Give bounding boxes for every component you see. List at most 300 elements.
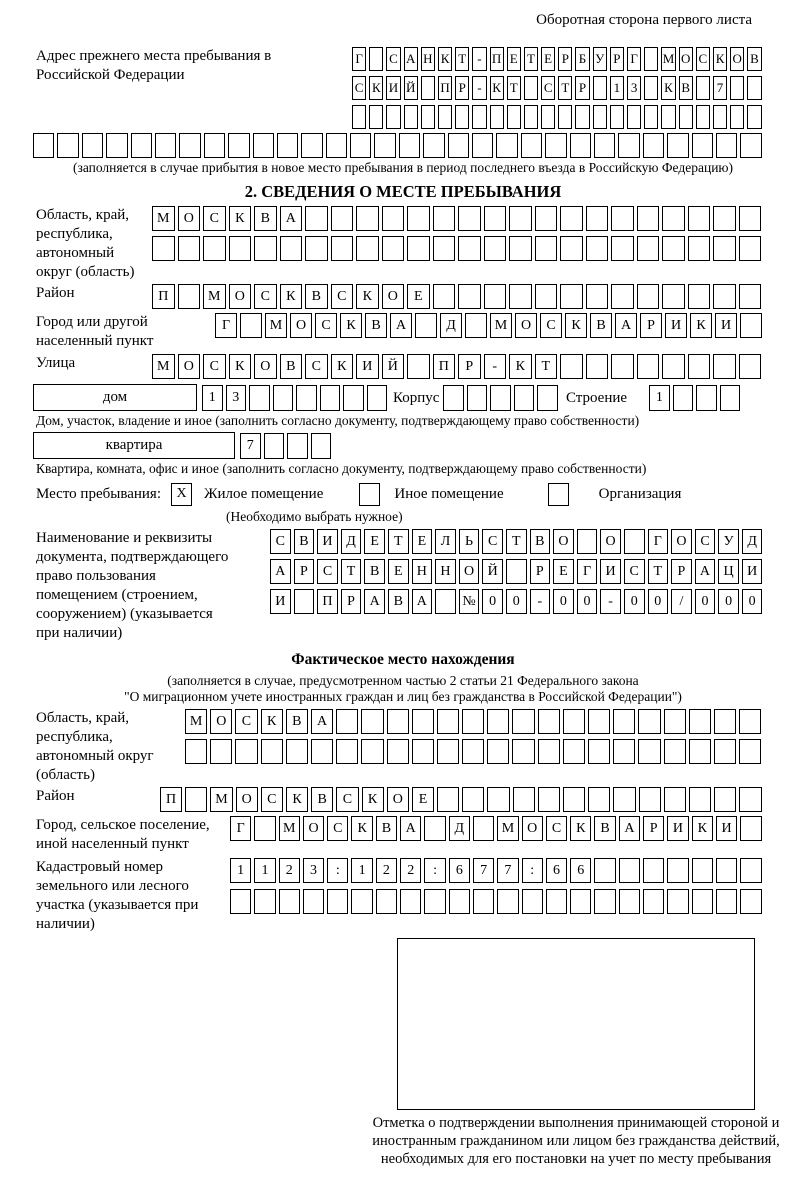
grid-cell[interactable]: Л <box>435 529 456 554</box>
grid-cell[interactable] <box>730 105 744 129</box>
grid-cell[interactable] <box>740 889 761 914</box>
grid-cell[interactable] <box>563 709 585 734</box>
grid-cell[interactable]: О <box>730 47 744 71</box>
grid-cell[interactable] <box>688 354 711 379</box>
grid-cell[interactable] <box>472 133 493 158</box>
grid-cell[interactable] <box>386 105 400 129</box>
grid-cell[interactable] <box>273 385 294 411</box>
grid-cell[interactable] <box>588 709 610 734</box>
grid-cell[interactable] <box>178 284 201 309</box>
grid-cell[interactable]: Р <box>671 559 692 584</box>
grid-cell[interactable]: С <box>305 354 328 379</box>
grid-cell[interactable] <box>367 385 388 411</box>
grid-cell[interactable] <box>356 206 379 231</box>
grid-cell[interactable]: В <box>286 709 308 734</box>
grid-cell[interactable] <box>249 385 270 411</box>
grid-cell[interactable]: 0 <box>624 589 645 614</box>
grid-cell[interactable] <box>438 105 452 129</box>
grid-cell[interactable]: И <box>356 354 379 379</box>
grid-cell[interactable]: Т <box>648 559 669 584</box>
grid-cell[interactable]: И <box>715 313 737 338</box>
grid-cell[interactable] <box>662 236 685 261</box>
grid-cell[interactable] <box>254 816 275 841</box>
grid-cell[interactable]: Д <box>341 529 362 554</box>
grid-cell[interactable]: В <box>254 206 277 231</box>
grid-cell[interactable] <box>588 787 610 812</box>
grid-cell[interactable]: М <box>265 313 287 338</box>
grid-cell[interactable]: Б <box>575 47 589 71</box>
grid-cell[interactable]: С <box>541 76 555 100</box>
grid-cell[interactable] <box>747 105 761 129</box>
grid-cell[interactable] <box>487 709 509 734</box>
grid-cell[interactable] <box>664 709 686 734</box>
grid-cell[interactable] <box>185 787 207 812</box>
grid-cell[interactable] <box>662 284 685 309</box>
grid-cell[interactable] <box>506 559 527 584</box>
grid-cell[interactable]: Т <box>455 47 469 71</box>
grid-cell[interactable] <box>546 889 567 914</box>
grid-cell[interactable]: М <box>497 816 518 841</box>
grid-cell[interactable] <box>713 206 736 231</box>
grid-cell[interactable]: М <box>210 787 232 812</box>
grid-cell[interactable]: С <box>235 709 257 734</box>
grid-cell[interactable] <box>254 236 277 261</box>
grid-cell[interactable]: К <box>661 76 675 100</box>
grid-cell[interactable]: М <box>203 284 226 309</box>
grid-cell[interactable]: Т <box>558 76 572 100</box>
grid-cell[interactable]: С <box>203 206 226 231</box>
grid-cell[interactable] <box>382 236 405 261</box>
grid-cell[interactable] <box>535 206 558 231</box>
grid-cell[interactable] <box>352 105 366 129</box>
grid-cell[interactable]: К <box>369 76 383 100</box>
grid-cell[interactable]: : <box>327 858 348 883</box>
grid-cell[interactable] <box>513 787 535 812</box>
grid-cell[interactable] <box>570 889 591 914</box>
grid-cell[interactable] <box>487 787 509 812</box>
grid-cell[interactable] <box>331 236 354 261</box>
grid-cell[interactable]: 1 <box>351 858 372 883</box>
grid-cell[interactable] <box>644 47 658 71</box>
grid-cell[interactable]: И <box>386 76 400 100</box>
grid-cell[interactable]: О <box>522 816 543 841</box>
grid-cell[interactable]: 7 <box>713 76 727 100</box>
grid-cell[interactable] <box>664 739 686 764</box>
grid-cell[interactable] <box>106 133 127 158</box>
grid-cell[interactable] <box>586 206 609 231</box>
grid-cell[interactable]: Й <box>482 559 503 584</box>
grid-cell[interactable]: П <box>317 589 338 614</box>
grid-cell[interactable] <box>696 105 710 129</box>
grid-cell[interactable]: 1 <box>202 385 223 411</box>
grid-cell[interactable]: В <box>311 787 333 812</box>
grid-cell[interactable]: 3 <box>226 385 247 411</box>
grid-cell[interactable]: О <box>210 709 232 734</box>
grid-cell[interactable] <box>462 709 484 734</box>
grid-cell[interactable] <box>229 236 252 261</box>
grid-cell[interactable]: Г <box>352 47 366 71</box>
grid-cell[interactable] <box>720 385 741 411</box>
grid-cell[interactable]: 0 <box>742 589 763 614</box>
grid-cell[interactable]: Й <box>382 354 405 379</box>
grid-cell[interactable] <box>586 284 609 309</box>
grid-cell[interactable] <box>667 858 688 883</box>
grid-cell[interactable] <box>424 816 445 841</box>
grid-cell[interactable]: К <box>229 354 252 379</box>
grid-cell[interactable]: Д <box>449 816 470 841</box>
grid-cell[interactable] <box>253 133 274 158</box>
grid-cell[interactable] <box>739 284 762 309</box>
grid-cell[interactable]: 7 <box>240 433 261 459</box>
grid-cell[interactable] <box>484 206 507 231</box>
grid-cell[interactable] <box>327 889 348 914</box>
grid-cell[interactable] <box>563 787 585 812</box>
grid-cell[interactable] <box>667 133 688 158</box>
grid-cell[interactable]: В <box>388 589 409 614</box>
grid-cell[interactable] <box>716 133 737 158</box>
grid-cell[interactable] <box>588 739 610 764</box>
grid-cell[interactable] <box>714 709 736 734</box>
grid-cell[interactable] <box>541 105 555 129</box>
grid-cell[interactable]: 1 <box>610 76 624 100</box>
grid-cell[interactable]: П <box>438 76 452 100</box>
grid-cell[interactable] <box>740 313 762 338</box>
grid-cell[interactable] <box>643 889 664 914</box>
grid-cell[interactable] <box>509 236 532 261</box>
grid-cell[interactable]: - <box>600 589 621 614</box>
grid-cell[interactable]: О <box>236 787 258 812</box>
grid-cell[interactable] <box>638 739 660 764</box>
grid-cell[interactable]: Т <box>507 76 521 100</box>
grid-cell[interactable] <box>382 206 405 231</box>
grid-cell[interactable] <box>361 709 383 734</box>
grid-cell[interactable] <box>361 739 383 764</box>
grid-cell[interactable] <box>407 354 430 379</box>
grid-cell[interactable] <box>560 206 583 231</box>
grid-cell[interactable]: А <box>400 816 421 841</box>
grid-cell[interactable]: В <box>280 354 303 379</box>
grid-cell[interactable]: С <box>261 787 283 812</box>
grid-cell[interactable] <box>421 105 435 129</box>
grid-cell[interactable] <box>155 133 176 158</box>
grid-cell[interactable]: Е <box>412 787 434 812</box>
grid-cell[interactable]: В <box>364 559 385 584</box>
grid-cell[interactable] <box>57 133 78 158</box>
grid-cell[interactable] <box>264 433 285 459</box>
grid-cell[interactable]: И <box>667 816 688 841</box>
grid-cell[interactable] <box>667 889 688 914</box>
grid-cell[interactable] <box>688 206 711 231</box>
grid-cell[interactable]: В <box>590 313 612 338</box>
grid-cell[interactable] <box>594 133 615 158</box>
grid-cell[interactable]: Г <box>577 559 598 584</box>
grid-cell[interactable] <box>610 105 624 129</box>
grid-cell[interactable]: Т <box>388 529 409 554</box>
grid-cell[interactable] <box>82 133 103 158</box>
grid-cell[interactable]: 3 <box>303 858 324 883</box>
grid-cell[interactable]: К <box>261 709 283 734</box>
grid-cell[interactable]: С <box>331 284 354 309</box>
grid-cell[interactable]: Ь <box>459 529 480 554</box>
grid-cell[interactable] <box>433 236 456 261</box>
grid-cell[interactable]: 0 <box>482 589 503 614</box>
grid-cell[interactable]: Г <box>230 816 251 841</box>
grid-cell[interactable] <box>739 787 761 812</box>
grid-cell[interactable]: Р <box>575 76 589 100</box>
grid-cell[interactable] <box>443 385 464 411</box>
grid-cell[interactable]: У <box>593 47 607 71</box>
grid-cell[interactable] <box>424 889 445 914</box>
grid-cell[interactable]: И <box>600 559 621 584</box>
grid-cell[interactable] <box>739 236 762 261</box>
grid-cell[interactable]: 2 <box>400 858 421 883</box>
grid-cell[interactable] <box>279 889 300 914</box>
grid-cell[interactable]: М <box>152 354 175 379</box>
grid-cell[interactable]: О <box>303 816 324 841</box>
grid-cell[interactable] <box>689 739 711 764</box>
grid-cell[interactable] <box>535 236 558 261</box>
grid-cell[interactable] <box>415 313 437 338</box>
grid-cell[interactable] <box>421 76 435 100</box>
grid-cell[interactable]: Е <box>507 47 521 71</box>
grid-cell[interactable] <box>688 236 711 261</box>
grid-cell[interactable]: С <box>482 529 503 554</box>
grid-cell[interactable] <box>619 889 640 914</box>
grid-cell[interactable] <box>563 739 585 764</box>
grid-cell[interactable] <box>514 385 535 411</box>
grid-cell[interactable]: 2 <box>279 858 300 883</box>
grid-cell[interactable]: Т <box>524 47 538 71</box>
grid-cell[interactable]: К <box>490 76 504 100</box>
grid-cell[interactable] <box>437 709 459 734</box>
grid-cell[interactable] <box>637 236 660 261</box>
grid-cell[interactable] <box>713 354 736 379</box>
grid-cell[interactable] <box>437 787 459 812</box>
grid-cell[interactable] <box>512 739 534 764</box>
grid-cell[interactable] <box>305 236 328 261</box>
grid-cell[interactable]: / <box>671 589 692 614</box>
grid-cell[interactable]: И <box>317 529 338 554</box>
grid-cell[interactable]: : <box>424 858 445 883</box>
grid-cell[interactable]: Е <box>407 284 430 309</box>
grid-cell[interactable] <box>484 236 507 261</box>
grid-cell[interactable] <box>303 889 324 914</box>
grid-cell[interactable] <box>369 47 383 71</box>
grid-cell[interactable]: Е <box>541 47 555 71</box>
grid-cell[interactable]: О <box>459 559 480 584</box>
grid-cell[interactable] <box>713 284 736 309</box>
grid-cell[interactable] <box>437 739 459 764</box>
grid-cell[interactable]: О <box>178 206 201 231</box>
grid-cell[interactable] <box>740 133 761 158</box>
grid-cell[interactable]: О <box>229 284 252 309</box>
other-premises-checkbox[interactable] <box>359 483 380 506</box>
grid-cell[interactable]: К <box>280 284 303 309</box>
grid-cell[interactable] <box>643 858 664 883</box>
grid-cell[interactable] <box>747 76 761 100</box>
grid-cell[interactable] <box>689 709 711 734</box>
grid-cell[interactable] <box>374 133 395 158</box>
grid-cell[interactable]: О <box>671 529 692 554</box>
grid-cell[interactable]: В <box>365 313 387 338</box>
grid-cell[interactable] <box>688 284 711 309</box>
grid-cell[interactable]: Т <box>506 529 527 554</box>
grid-cell[interactable] <box>638 709 660 734</box>
grid-cell[interactable] <box>343 385 364 411</box>
grid-cell[interactable] <box>524 76 538 100</box>
grid-cell[interactable] <box>664 787 686 812</box>
grid-cell[interactable]: А <box>364 589 385 614</box>
grid-cell[interactable]: О <box>387 787 409 812</box>
grid-cell[interactable] <box>472 105 486 129</box>
grid-cell[interactable]: С <box>317 559 338 584</box>
grid-cell[interactable] <box>509 206 532 231</box>
grid-cell[interactable]: К <box>509 354 532 379</box>
grid-cell[interactable] <box>387 709 409 734</box>
grid-cell[interactable]: С <box>352 76 366 100</box>
grid-cell[interactable]: К <box>713 47 727 71</box>
grid-cell[interactable]: О <box>290 313 312 338</box>
grid-cell[interactable]: М <box>490 313 512 338</box>
grid-cell[interactable]: 0 <box>577 589 598 614</box>
grid-cell[interactable]: - <box>484 354 507 379</box>
grid-cell[interactable] <box>739 206 762 231</box>
grid-cell[interactable]: Й <box>404 76 418 100</box>
grid-cell[interactable]: В <box>376 816 397 841</box>
grid-cell[interactable]: К <box>692 816 713 841</box>
grid-cell[interactable]: Р <box>458 354 481 379</box>
grid-cell[interactable] <box>740 816 761 841</box>
grid-cell[interactable]: Д <box>742 529 763 554</box>
grid-cell[interactable]: С <box>546 816 567 841</box>
grid-cell[interactable] <box>611 284 634 309</box>
grid-cell[interactable] <box>399 133 420 158</box>
grid-cell[interactable]: Н <box>412 559 433 584</box>
grid-cell[interactable]: Р <box>558 47 572 71</box>
grid-cell[interactable] <box>739 739 761 764</box>
grid-cell[interactable] <box>594 889 615 914</box>
grid-cell[interactable]: М <box>185 709 207 734</box>
grid-cell[interactable] <box>692 133 713 158</box>
grid-cell[interactable]: Е <box>412 529 433 554</box>
grid-cell[interactable]: Г <box>648 529 669 554</box>
grid-cell[interactable]: А <box>270 559 291 584</box>
grid-cell[interactable] <box>277 133 298 158</box>
grid-cell[interactable]: Е <box>553 559 574 584</box>
grid-cell[interactable]: П <box>433 354 456 379</box>
grid-cell[interactable] <box>376 889 397 914</box>
grid-cell[interactable] <box>356 236 379 261</box>
grid-cell[interactable] <box>458 284 481 309</box>
grid-cell[interactable]: В <box>305 284 328 309</box>
grid-cell[interactable] <box>692 858 713 883</box>
grid-cell[interactable]: Е <box>364 529 385 554</box>
grid-cell[interactable] <box>613 787 635 812</box>
grid-cell[interactable] <box>387 739 409 764</box>
grid-cell[interactable]: - <box>530 589 551 614</box>
grid-cell[interactable] <box>624 529 645 554</box>
grid-cell[interactable]: В <box>294 529 315 554</box>
grid-cell[interactable]: 0 <box>648 589 669 614</box>
grid-cell[interactable] <box>593 105 607 129</box>
grid-cell[interactable]: В <box>679 76 693 100</box>
grid-cell[interactable]: К <box>351 816 372 841</box>
grid-cell[interactable] <box>692 889 713 914</box>
grid-cell[interactable] <box>538 709 560 734</box>
grid-cell[interactable] <box>524 105 538 129</box>
grid-cell[interactable] <box>740 858 761 883</box>
grid-cell[interactable] <box>637 206 660 231</box>
grid-cell[interactable] <box>185 739 207 764</box>
grid-cell[interactable] <box>696 76 710 100</box>
grid-cell[interactable] <box>407 236 430 261</box>
grid-cell[interactable] <box>716 889 737 914</box>
grid-cell[interactable] <box>336 709 358 734</box>
grid-cell[interactable]: М <box>661 47 675 71</box>
grid-cell[interactable]: Е <box>388 559 409 584</box>
grid-cell[interactable] <box>716 858 737 883</box>
grid-cell[interactable] <box>713 105 727 129</box>
grid-cell[interactable]: В <box>747 47 761 71</box>
grid-cell[interactable]: А <box>390 313 412 338</box>
grid-cell[interactable]: А <box>619 816 640 841</box>
grid-cell[interactable] <box>644 105 658 129</box>
grid-cell[interactable] <box>326 133 347 158</box>
grid-cell[interactable] <box>458 236 481 261</box>
grid-cell[interactable]: А <box>412 589 433 614</box>
grid-cell[interactable]: Р <box>640 313 662 338</box>
grid-cell[interactable] <box>230 889 251 914</box>
grid-cell[interactable] <box>496 133 517 158</box>
grid-cell[interactable]: 7 <box>497 858 518 883</box>
grid-cell[interactable]: С <box>315 313 337 338</box>
grid-cell[interactable] <box>204 133 225 158</box>
grid-cell[interactable]: 2 <box>376 858 397 883</box>
grid-cell[interactable] <box>400 889 421 914</box>
grid-cell[interactable] <box>560 354 583 379</box>
grid-cell[interactable]: О <box>515 313 537 338</box>
grid-cell[interactable]: Р <box>610 47 624 71</box>
grid-cell[interactable] <box>131 133 152 158</box>
grid-cell[interactable] <box>351 889 372 914</box>
grid-cell[interactable]: О <box>679 47 693 71</box>
grid-cell[interactable] <box>435 589 456 614</box>
grid-cell[interactable] <box>714 739 736 764</box>
grid-cell[interactable] <box>305 206 328 231</box>
grid-cell[interactable]: А <box>615 313 637 338</box>
grid-cell[interactable] <box>455 105 469 129</box>
grid-cell[interactable]: А <box>404 47 418 71</box>
grid-cell[interactable]: О <box>382 284 405 309</box>
grid-cell[interactable] <box>331 206 354 231</box>
grid-cell[interactable]: У <box>718 529 739 554</box>
grid-cell[interactable]: К <box>565 313 587 338</box>
grid-cell[interactable] <box>619 858 640 883</box>
grid-cell[interactable]: № <box>459 589 480 614</box>
grid-cell[interactable] <box>611 206 634 231</box>
grid-cell[interactable]: 1 <box>649 385 670 411</box>
grid-cell[interactable] <box>490 385 511 411</box>
grid-cell[interactable]: С <box>386 47 400 71</box>
grid-cell[interactable] <box>286 739 308 764</box>
grid-cell[interactable] <box>613 739 635 764</box>
grid-cell[interactable] <box>586 236 609 261</box>
grid-cell[interactable] <box>287 433 308 459</box>
grid-cell[interactable]: К <box>356 284 379 309</box>
grid-cell[interactable]: А <box>695 559 716 584</box>
grid-cell[interactable]: И <box>665 313 687 338</box>
grid-cell[interactable]: М <box>152 206 175 231</box>
